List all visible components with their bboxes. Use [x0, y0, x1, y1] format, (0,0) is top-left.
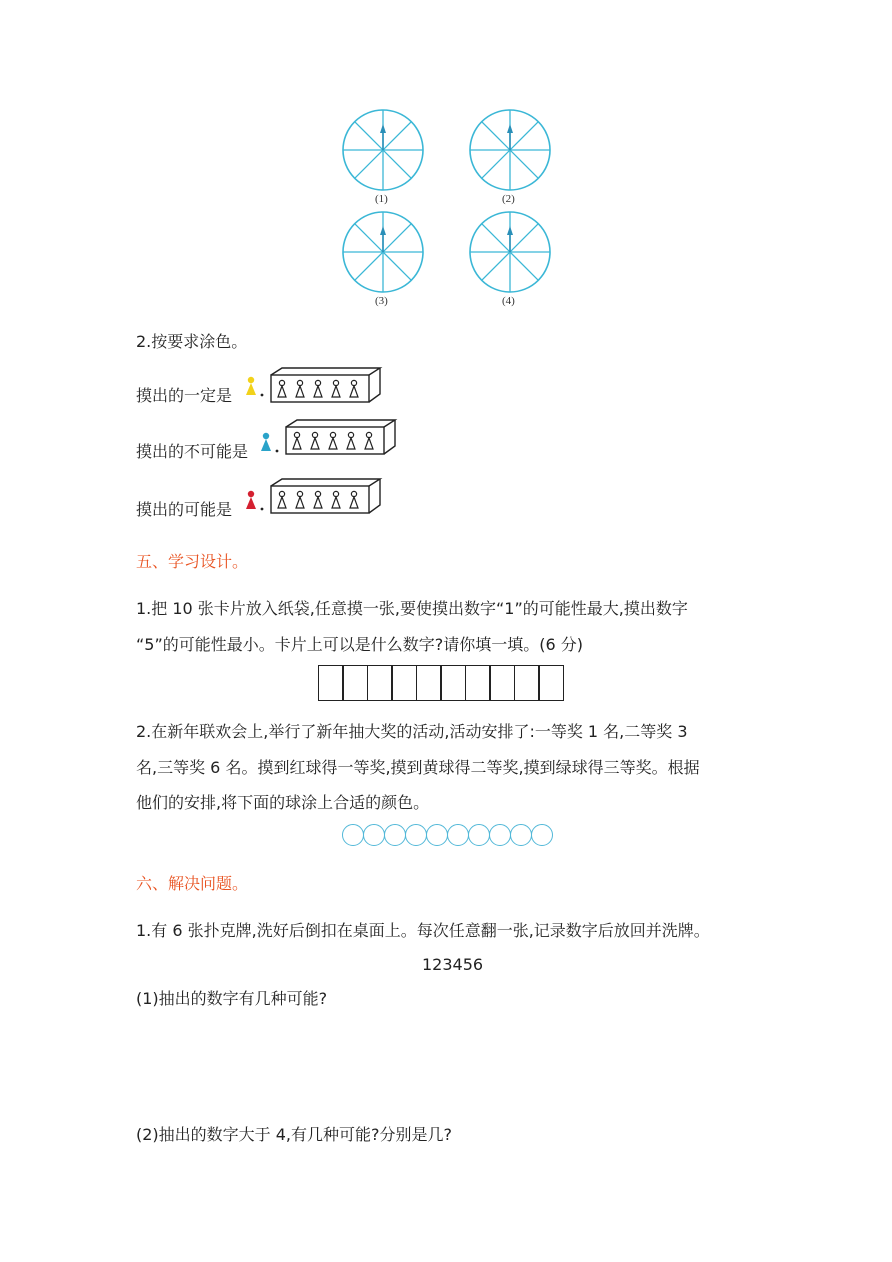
card-cell[interactable] [391, 665, 417, 701]
ball-row [342, 824, 552, 846]
card-cell[interactable] [367, 665, 393, 701]
section-5-q1-line2: “5”的可能性最小。卡片上可以是什么数字?请你填一填。(6 分) [136, 635, 584, 654]
section-5-q2-line3: 他们的安排,将下面的球涂上合适的颜色。 [136, 793, 430, 812]
box-certain [270, 367, 385, 403]
ball-circle[interactable] [384, 824, 406, 846]
section-5-q2-line1: 2.在新年联欢会上,举行了新年抽大奖的活动,活动安排了:一等奖 1 名,二等奖 3 [136, 722, 688, 741]
card-numbers: 123456 [422, 955, 484, 974]
card-grid [319, 665, 564, 701]
ball-circle[interactable] [468, 824, 490, 846]
ball-circle[interactable] [531, 824, 553, 846]
question-2-color: 2.按要求涂色。 [136, 332, 248, 351]
ball-circle[interactable] [447, 824, 469, 846]
ball-circle[interactable] [363, 824, 385, 846]
row-impossible-label: 摸出的不可能是 [136, 442, 249, 461]
spinner-label-4: (4) [502, 295, 515, 307]
ball-circle[interactable] [342, 824, 364, 846]
section-5-q2-line2: 名,三等奖 6 名。摸到红球得一等奖,摸到黄球得二等奖,摸到绿球得三等奖。根据 [136, 758, 700, 777]
card-cell[interactable] [318, 665, 344, 701]
spinner-label-2: (2) [502, 193, 515, 205]
section-5-heading: 五、学习设计。 [136, 552, 249, 571]
blue-piece-icon [258, 431, 288, 461]
spinner-2 [470, 110, 550, 190]
spinner-label-1: (1) [375, 193, 388, 205]
spinner-svg [330, 105, 560, 315]
section-6-heading: 六、解决问题。 [136, 874, 249, 893]
ball-circle[interactable] [426, 824, 448, 846]
ball-circle[interactable] [510, 824, 532, 846]
spinner-3 [343, 212, 423, 292]
row-possible-label: 摸出的可能是 [136, 500, 233, 519]
section-5-q1-line1: 1.把 10 张卡片放入纸袋,任意摸一张,要使摸出数字“1”的可能性最大,摸出数字 [136, 599, 688, 618]
spinner-1 [343, 110, 423, 190]
spinner-4 [470, 212, 550, 292]
box-possible [270, 478, 385, 514]
box-impossible [285, 419, 400, 455]
card-cell[interactable] [416, 665, 442, 701]
card-cell[interactable] [489, 665, 515, 701]
ball-circle[interactable] [489, 824, 511, 846]
yellow-piece-icon [243, 375, 273, 405]
section-6-q1: 1.有 6 张扑克牌,洗好后倒扣在桌面上。每次任意翻一张,记录数字后放回并洗牌。 [136, 921, 710, 940]
card-cell[interactable] [440, 665, 466, 701]
section-6-sub1: (1)抽出的数字有几种可能? [136, 989, 328, 1008]
card-cell[interactable] [538, 665, 564, 701]
red-piece-icon [243, 489, 273, 519]
spinner-figures [330, 105, 560, 315]
card-cell[interactable] [465, 665, 491, 701]
spinner-label-3: (3) [375, 295, 388, 307]
section-6-sub2: (2)抽出的数字大于 4,有几种可能?分别是几? [136, 1125, 453, 1144]
row-certain-label: 摸出的一定是 [136, 386, 233, 405]
ball-circle[interactable] [405, 824, 427, 846]
card-cell[interactable] [342, 665, 368, 701]
card-cell[interactable] [514, 665, 540, 701]
